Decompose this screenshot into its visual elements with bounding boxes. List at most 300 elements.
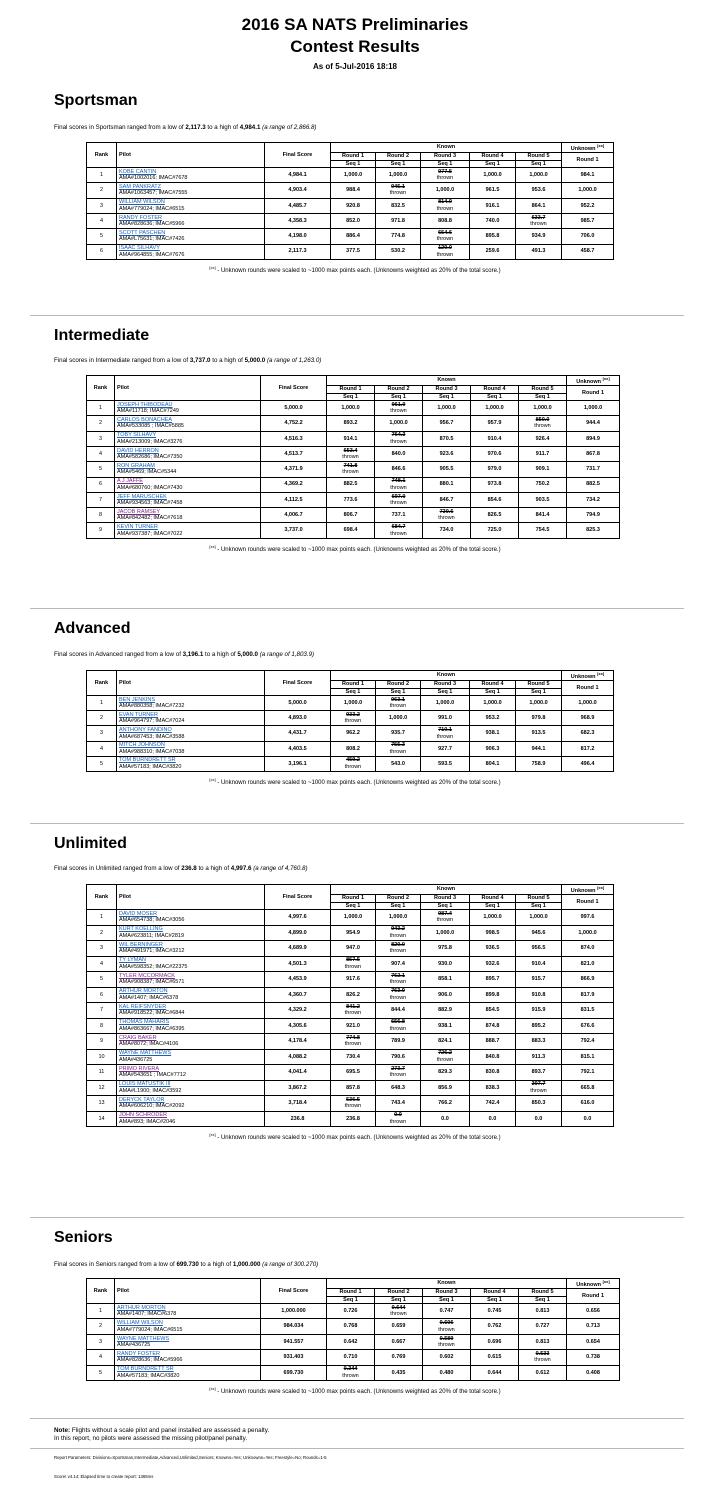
round-score-cell: 882.5 bbox=[327, 477, 375, 492]
rank-cell: 9 bbox=[87, 523, 115, 538]
final-score-header: Final Score bbox=[265, 671, 331, 696]
round-score-cell: 0.727 bbox=[519, 1319, 567, 1334]
unknown-scaling-footnote bbox=[0, 776, 710, 787]
pilot-name-link[interactable]: EVAN TURNER bbox=[119, 711, 158, 718]
unknown-score-cell: 0.408 bbox=[567, 1365, 620, 1380]
round-score-cell bbox=[421, 1049, 470, 1065]
round-score-cell: 1,000.0 bbox=[516, 696, 562, 711]
pilot-name-link[interactable]: TOM BURNDRETT SR bbox=[117, 1366, 174, 1373]
pilot-name-link[interactable]: A J JAFFE bbox=[117, 478, 143, 485]
results-table bbox=[86, 142, 614, 260]
round-score-cell: 846.7 bbox=[423, 492, 471, 507]
footnote-marker: [xx] bbox=[209, 544, 216, 549]
round-score-cell: 888.7 bbox=[470, 1034, 516, 1050]
notes-divider bbox=[30, 1418, 684, 1419]
score-range-summary bbox=[54, 651, 314, 659]
pilot-name-link[interactable]: TOM BURNDRETT SR bbox=[119, 757, 176, 764]
unknown-score-cell: 0.656 bbox=[567, 1304, 620, 1319]
round-score-cell: 858.1 bbox=[421, 972, 470, 988]
thrown-score: 0.0 bbox=[394, 1112, 402, 1119]
section-divider bbox=[30, 1217, 684, 1218]
round-score-cell: 826.2 bbox=[331, 987, 376, 1003]
table-row bbox=[87, 711, 614, 726]
thrown-score: 774.8 bbox=[346, 1034, 360, 1041]
unknown-score-cell: 794.9 bbox=[567, 508, 620, 523]
thrown-score: 0.344 bbox=[343, 1366, 358, 1373]
thrown-label: thrown bbox=[342, 1372, 359, 1379]
sequence-header: Seq 1 bbox=[375, 393, 423, 400]
pilot-membership-ids: AMA#908387; IMAC#6571 bbox=[119, 979, 185, 986]
pilot-cell bbox=[117, 696, 265, 711]
unknown-score-cell: 997.6 bbox=[562, 910, 614, 926]
pilot-name-link[interactable]: RANDY FOSTER bbox=[117, 1351, 160, 1357]
report-timestamp: As of 5-Jul-2016 18:18 bbox=[312, 62, 398, 71]
sequence-header: Seq 1 bbox=[375, 1296, 423, 1303]
unknown-round-1-header: Round 1 bbox=[567, 386, 620, 401]
final-score-cell: 4,485.7 bbox=[265, 198, 331, 213]
final-score-cell: 4,893.0 bbox=[265, 711, 331, 726]
round-score-cell: 1,000.0 bbox=[470, 696, 516, 711]
pilot-name-link[interactable]: RON GRAHAM bbox=[117, 462, 155, 469]
final-score-cell: 3,737.0 bbox=[261, 523, 327, 538]
round-score-cell bbox=[327, 1365, 375, 1380]
thrown-score: 961.0 bbox=[391, 401, 406, 408]
round-score-cell: 0.615 bbox=[471, 1350, 519, 1365]
thrown-score: 654.6 bbox=[438, 229, 452, 236]
note-line-1: Flights without a scale pilot and panel installed are assessed a penalty. bbox=[70, 1427, 270, 1434]
round-score-cell bbox=[375, 477, 423, 492]
round-score-cell: 0.667 bbox=[375, 1334, 423, 1349]
round-score-cell: 944.1 bbox=[516, 741, 562, 756]
thrown-score: 933.2 bbox=[346, 711, 360, 718]
round-score-cell: 695.5 bbox=[331, 1065, 376, 1081]
thrown-label: thrown bbox=[390, 499, 407, 506]
footnote-text: - Unknown rounds were scaled to ~1000 max points each. (Unknowns weighted as 20% of the total score.) bbox=[215, 780, 501, 786]
round-score-cell bbox=[331, 956, 376, 972]
unknown-round-1-header: Round 1 bbox=[567, 1289, 620, 1304]
pilot-membership-ids: AMA#11718; IMAC#7249 bbox=[117, 408, 179, 415]
unknown-header bbox=[567, 376, 620, 386]
sequence-header: Seq 1 bbox=[421, 160, 470, 167]
thrown-label: thrown bbox=[436, 205, 454, 212]
known-header: Known bbox=[331, 143, 562, 153]
round-score-cell: 491.3 bbox=[516, 244, 562, 259]
pilot-cell bbox=[115, 1319, 261, 1334]
pilot-membership-ids: AMA#687453; IMAC#3588 bbox=[119, 733, 185, 740]
pilot-name-link[interactable]: DAVID HERRON bbox=[117, 447, 159, 454]
pilot-name-link[interactable]: DERYCK TAYLOR bbox=[119, 1096, 165, 1103]
summary-low-score: 3,737.0 bbox=[189, 357, 211, 364]
round-3-header: Round 3 bbox=[423, 1289, 471, 1296]
pilot-name-link[interactable]: TYLER MCCORMACK bbox=[119, 972, 175, 979]
thrown-label: thrown bbox=[342, 469, 359, 476]
unknown-score-cell: 1,000.0 bbox=[562, 925, 614, 941]
round-score-cell: 832.5 bbox=[376, 198, 421, 213]
round-score-cell: 0.696 bbox=[471, 1334, 519, 1349]
section-divider bbox=[30, 608, 684, 609]
round-score-cell: 808.8 bbox=[421, 213, 470, 228]
thrown-label: thrown bbox=[342, 454, 359, 461]
pilot-name-link[interactable]: TY LYMAN bbox=[119, 957, 146, 964]
round-score-cell: 864.1 bbox=[516, 198, 562, 213]
division-title: Intermediate bbox=[54, 327, 150, 344]
round-score-cell: 905.5 bbox=[423, 462, 471, 477]
pilot-name-link[interactable]: KURT KOELLING bbox=[119, 926, 163, 933]
unknown-score-cell: 792.4 bbox=[562, 1034, 614, 1050]
round-score-cell bbox=[331, 1096, 376, 1112]
unknown-label: Unknown bbox=[576, 1281, 602, 1288]
table-row bbox=[87, 1003, 614, 1019]
unknown-score-cell: 1,000.0 bbox=[567, 401, 620, 416]
round-score-cell: 920.8 bbox=[331, 198, 376, 213]
round-score-cell: 593.5 bbox=[421, 756, 470, 771]
pilot-name-link[interactable]: DAVID MOSER bbox=[119, 910, 158, 917]
round-score-cell: 808.2 bbox=[331, 741, 376, 756]
table-row bbox=[87, 987, 614, 1003]
summary-prefix: Final scores in Advanced ranged from a low of bbox=[54, 651, 183, 658]
final-score-cell: 4,984.1 bbox=[265, 168, 331, 183]
rank-header: Rank bbox=[87, 143, 117, 168]
round-5-header: Round 5 bbox=[516, 153, 562, 160]
table-row bbox=[87, 244, 614, 259]
round-score-cell: 911.7 bbox=[519, 446, 567, 461]
summary-range: (a range of 2,866.8) bbox=[262, 124, 317, 131]
footnote-marker: [xx] bbox=[209, 777, 216, 782]
thrown-score: 656.8 bbox=[391, 1019, 405, 1026]
pilot-name-link[interactable]: JEFF MARUSCHEK bbox=[117, 493, 167, 500]
report-title-line1: 2016 SA NATS Preliminaries bbox=[241, 15, 469, 34]
sequence-header: Seq 1 bbox=[471, 393, 519, 400]
pilot-name-link[interactable]: JOSEPH THIBODEAU bbox=[117, 401, 173, 408]
pilot-cell bbox=[115, 508, 261, 523]
rank-cell: 10 bbox=[87, 1049, 117, 1065]
round-score-cell: 852.0 bbox=[331, 213, 376, 228]
round-score-cell: 1,000.0 bbox=[421, 925, 470, 941]
round-score-cell: 740.0 bbox=[470, 213, 516, 228]
pilot-cell bbox=[117, 1049, 265, 1065]
pilot-name-link[interactable]: THOMAS MAHARIS bbox=[119, 1019, 170, 1026]
pilot-name-link[interactable]: SAM PANKRATZ bbox=[119, 184, 161, 191]
table-row bbox=[87, 492, 620, 507]
round-1-header: Round 1 bbox=[327, 386, 375, 393]
thrown-label: thrown bbox=[389, 1025, 407, 1032]
round-4-header: Round 4 bbox=[471, 1289, 519, 1296]
round-score-cell: 962.2 bbox=[331, 726, 376, 741]
known-header: Known bbox=[327, 1279, 567, 1289]
pilot-membership-ids: AMA#842482; IMAC#7618 bbox=[117, 515, 183, 522]
unknown-score-cell: 1,000.0 bbox=[562, 183, 614, 198]
thrown-score: 943.2 bbox=[391, 926, 405, 933]
unknown-score-cell: 1,000.0 bbox=[562, 696, 614, 711]
pilot-name-link[interactable]: RANDY FOSTER bbox=[119, 214, 162, 221]
table-row bbox=[87, 696, 614, 711]
unknown-score-cell: 665.8 bbox=[562, 1080, 614, 1096]
footnote-text: - Unknown rounds were scaled to ~1000 max points each. (Unknowns weighted as 20% of the total score.) bbox=[215, 1389, 501, 1395]
table-row bbox=[87, 956, 614, 972]
final-score-cell: 4,198.0 bbox=[265, 229, 331, 244]
round-score-cell: 988.4 bbox=[331, 183, 376, 198]
pilot-name-link[interactable]: PRIMO RIVERA bbox=[119, 1065, 160, 1072]
rank-cell: 4 bbox=[87, 213, 117, 228]
division-title: Unlimited bbox=[54, 835, 127, 852]
pilot-cell bbox=[115, 492, 261, 507]
round-score-cell: 953.2 bbox=[470, 711, 516, 726]
pilot-name-link[interactable]: KOBE CANTIN bbox=[119, 168, 157, 175]
pilot-name-link[interactable]: WAYNE MATTHEWS bbox=[119, 1050, 172, 1057]
pilot-membership-ids: AMA#654738; IMAC#3056 bbox=[119, 917, 185, 924]
round-score-cell: 840.0 bbox=[375, 446, 423, 461]
thrown-score: 857.5 bbox=[346, 957, 360, 964]
round-2-header: Round 2 bbox=[375, 386, 423, 393]
pilot-name-link[interactable]: SCOTT PASCHEN bbox=[119, 229, 166, 236]
pilot-name-link[interactable]: JOHN SCHRODER bbox=[119, 1112, 167, 1119]
unknown-score-cell: 815.1 bbox=[562, 1049, 614, 1065]
pilot-name-link[interactable]: WILLIAM WILSON bbox=[117, 1320, 163, 1327]
table-row bbox=[87, 213, 614, 228]
round-score-cell bbox=[376, 1018, 421, 1034]
pilot-name-link[interactable]: KAL REIFSNYDER bbox=[119, 1003, 167, 1010]
rank-cell: 14 bbox=[87, 1111, 117, 1127]
unknown-scaling-footnote bbox=[0, 264, 710, 275]
unknown-score-cell: 952.2 bbox=[562, 198, 614, 213]
round-score-cell: 979.8 bbox=[516, 711, 562, 726]
summary-mid: to a high of bbox=[196, 865, 231, 872]
final-score-cell: 4,358.3 bbox=[265, 213, 331, 228]
table-row bbox=[87, 1018, 614, 1034]
round-score-cell: 998.5 bbox=[470, 925, 516, 941]
pilot-name-link[interactable]: BEN JENKINS bbox=[119, 696, 156, 703]
sequence-header: Seq 1 bbox=[376, 688, 421, 695]
round-score-cell: 930.0 bbox=[421, 956, 470, 972]
thrown-score: 536.5 bbox=[346, 1096, 360, 1103]
pilot-membership-ids: AMA#918522; IMAC#6844 bbox=[119, 1010, 185, 1017]
unknown-label: Unknown bbox=[570, 887, 596, 894]
round-score-cell: 530.2 bbox=[376, 244, 421, 259]
pilot-membership-ids: AMA#964797; IMAC#7024 bbox=[119, 718, 185, 725]
pilot-name-link[interactable]: WAYNE MATTHEWS bbox=[117, 1335, 170, 1342]
known-header: Known bbox=[331, 885, 562, 895]
rank-cell: 2 bbox=[87, 183, 117, 198]
thrown-label: thrown bbox=[390, 408, 407, 415]
pilot-name-link[interactable]: WILLIAM WILSON bbox=[119, 199, 165, 206]
table-row bbox=[87, 741, 614, 756]
round-score-cell: 0.747 bbox=[423, 1304, 471, 1319]
table-row bbox=[87, 1111, 614, 1127]
round-score-cell: 829.3 bbox=[421, 1065, 470, 1081]
round-score-cell: 936.5 bbox=[470, 941, 516, 957]
round-2-header: Round 2 bbox=[375, 1289, 423, 1296]
rank-cell: 2 bbox=[87, 416, 115, 431]
rank-header: Rank bbox=[87, 376, 115, 401]
unknown-score-cell: 496.4 bbox=[562, 756, 614, 771]
pilot-header: Pilot bbox=[115, 1279, 261, 1304]
round-4-header: Round 4 bbox=[470, 681, 516, 688]
round-score-cell bbox=[516, 213, 562, 228]
thrown-score: 0.589 bbox=[439, 1335, 454, 1342]
final-score-cell: 4,899.0 bbox=[265, 925, 331, 941]
rank-cell: 7 bbox=[87, 492, 115, 507]
round-score-cell bbox=[331, 1034, 376, 1050]
round-score-cell: 377.5 bbox=[331, 244, 376, 259]
round-score-cell: 906.3 bbox=[470, 741, 516, 756]
pilot-name-link[interactable]: CRAIG BAKER bbox=[119, 1034, 157, 1041]
thrown-label: thrown bbox=[436, 917, 454, 924]
round-score-cell: 870.5 bbox=[423, 431, 471, 446]
pilot-membership-ids: AMA#436725 bbox=[117, 1342, 151, 1349]
round-score-cell bbox=[421, 198, 470, 213]
thrown-score: 762.1 bbox=[391, 972, 405, 979]
table-row bbox=[87, 462, 620, 477]
penalty-note bbox=[54, 1427, 269, 1443]
round-score-cell bbox=[327, 462, 375, 477]
unknown-score-cell: 458.7 bbox=[562, 244, 614, 259]
round-2-header: Round 2 bbox=[376, 895, 421, 902]
round-score-cell: 0.644 bbox=[471, 1365, 519, 1380]
sequence-header: Seq 1 bbox=[516, 688, 562, 695]
pilot-name-link[interactable]: TOBY SILHAVY bbox=[117, 432, 157, 439]
round-3-header: Round 3 bbox=[421, 153, 470, 160]
thrown-score: 963.1 bbox=[391, 696, 405, 703]
final-score-cell: 4,369.2 bbox=[261, 477, 327, 492]
final-score-cell: 4,501.3 bbox=[265, 956, 331, 972]
round-score-cell: 1,000.0 bbox=[375, 416, 423, 431]
rank-cell: 8 bbox=[87, 1018, 117, 1034]
report-parameters: Report Parameters: Divisions=Sportsman,Intermediate,Advanced,Unlimited,Seniors; Knowns=Yes; Unknowns=Yes; Freestyle=No; Rounds=1-5 bbox=[54, 1455, 327, 1460]
round-score-cell bbox=[421, 910, 470, 926]
thrown-score: 684.7 bbox=[391, 524, 406, 531]
results-table bbox=[86, 375, 620, 539]
results-table bbox=[86, 884, 614, 1127]
sequence-header: Seq 1 bbox=[421, 902, 470, 909]
pilot-name-link[interactable]: MITCH JOHNSON bbox=[119, 742, 165, 749]
round-score-cell: 1,000.0 bbox=[331, 696, 376, 711]
round-score-cell: 734.0 bbox=[423, 523, 471, 538]
pilot-name-link[interactable]: ARTHUR MORTON bbox=[117, 1304, 166, 1311]
pilot-cell bbox=[117, 925, 265, 941]
report-title-line2: Contest Results bbox=[290, 37, 420, 56]
thrown-score: 987.4 bbox=[438, 910, 452, 917]
round-score-cell: 830.8 bbox=[470, 1065, 516, 1081]
pilot-membership-ids: AMA#880358; IMAC#7232 bbox=[119, 703, 185, 710]
round-score-cell: 906.0 bbox=[421, 987, 470, 1003]
pilot-membership-ids: AMA#893; IMAC#2046 bbox=[119, 1118, 176, 1125]
round-score-cell bbox=[376, 925, 421, 941]
unknown-score-cell: 0.738 bbox=[567, 1350, 620, 1365]
unknown-label: Unknown bbox=[570, 145, 596, 152]
pilot-name-link[interactable]: ISAAC SILHAVY bbox=[119, 245, 160, 252]
summary-low-score: 3,196.1 bbox=[182, 651, 204, 658]
thrown-label: thrown bbox=[530, 1087, 547, 1094]
final-score-cell: 1,000.000 bbox=[261, 1304, 327, 1319]
table-row bbox=[87, 1319, 620, 1334]
unknown-round-1-header: Round 1 bbox=[562, 153, 614, 168]
final-score-cell: 4,305.6 bbox=[265, 1018, 331, 1034]
table-row bbox=[87, 416, 620, 431]
round-score-cell: 1,000.0 bbox=[421, 696, 470, 711]
round-score-cell: 932.6 bbox=[470, 956, 516, 972]
round-score-cell: 730.4 bbox=[331, 1049, 376, 1065]
pilot-name-link[interactable]: LOUIS MATUSTIK III bbox=[119, 1081, 171, 1088]
round-score-cell: 0.659 bbox=[375, 1319, 423, 1334]
pilot-cell bbox=[115, 523, 261, 538]
round-score-cell: 1,000.0 bbox=[471, 401, 519, 416]
thrown-score: 633.7 bbox=[531, 214, 546, 221]
round-score-cell: 0.480 bbox=[423, 1365, 471, 1380]
thrown-label: thrown bbox=[438, 1326, 455, 1333]
pilot-membership-ids: AMA#57183; IMAC#3820 bbox=[117, 1372, 180, 1379]
thrown-score: 763.9 bbox=[391, 988, 405, 995]
final-score-cell: 4,178.4 bbox=[265, 1034, 331, 1050]
unknown-score-cell: 882.5 bbox=[567, 477, 620, 492]
table-row bbox=[87, 1365, 620, 1380]
final-score-cell: 4,453.9 bbox=[265, 972, 331, 988]
round-score-cell: 895.2 bbox=[516, 1018, 562, 1034]
unknown-score-cell: 944.4 bbox=[567, 416, 620, 431]
round-score-cell bbox=[519, 1350, 567, 1365]
thrown-label: thrown bbox=[436, 1056, 454, 1063]
rank-cell: 4 bbox=[87, 1350, 115, 1365]
round-score-cell: 0.813 bbox=[519, 1334, 567, 1349]
round-score-cell: 773.6 bbox=[327, 492, 375, 507]
final-score-cell: 3,718.4 bbox=[265, 1096, 331, 1112]
summary-mid: to a high of bbox=[203, 651, 238, 658]
round-score-cell: 854.6 bbox=[471, 492, 519, 507]
thrown-score: 0.606 bbox=[439, 1320, 454, 1327]
round-score-cell: 938.1 bbox=[421, 1018, 470, 1034]
thrown-label: thrown bbox=[344, 1103, 362, 1110]
thrown-score: 814.9 bbox=[438, 199, 452, 206]
pilot-membership-ids: AMA#1407; IMAC#6378 bbox=[117, 1311, 177, 1318]
round-5-header: Round 5 bbox=[516, 895, 562, 902]
pilot-cell bbox=[117, 956, 265, 972]
pilot-name-link[interactable]: WIL BERNINGER bbox=[119, 941, 163, 948]
summary-low-score: 236.8 bbox=[181, 865, 197, 872]
pilot-cell bbox=[117, 1018, 265, 1034]
pilot-membership-ids: AMA#598352; IMAC#22375 bbox=[119, 963, 188, 970]
pilot-name-link[interactable]: JACOB RAMSEY bbox=[117, 508, 161, 515]
final-score-cell: 4,088.2 bbox=[265, 1049, 331, 1065]
table-row bbox=[87, 941, 614, 957]
final-score-cell: 4,360.7 bbox=[265, 987, 331, 1003]
round-score-cell bbox=[331, 711, 376, 726]
pilot-cell bbox=[117, 972, 265, 988]
round-score-cell: 0.745 bbox=[471, 1304, 519, 1319]
round-score-cell: 841.4 bbox=[519, 508, 567, 523]
pilot-name-link[interactable]: KEVIN TURNER bbox=[117, 524, 158, 531]
round-score-cell: 838.3 bbox=[470, 1080, 516, 1096]
sequence-header: Seq 1 bbox=[423, 1296, 471, 1303]
rank-cell: 1 bbox=[87, 1304, 115, 1319]
thrown-score: 697.0 bbox=[391, 493, 406, 500]
summary-prefix: Final scores in Sportsman ranged from a low of bbox=[54, 124, 186, 131]
unknown-score-cell: 984.1 bbox=[562, 168, 614, 183]
final-score-cell: 941.557 bbox=[261, 1334, 327, 1349]
thrown-label: thrown bbox=[344, 1010, 362, 1017]
pilot-name-link[interactable]: ANTHONY FANDINO bbox=[119, 727, 172, 734]
table-row bbox=[87, 910, 614, 926]
round-score-cell bbox=[423, 1334, 471, 1349]
thrown-label: thrown bbox=[344, 763, 362, 770]
round-score-cell bbox=[331, 756, 376, 771]
thrown-label: thrown bbox=[389, 1072, 407, 1079]
pilot-membership-ids: AMA#623811; IMAC#2819 bbox=[119, 932, 185, 939]
round-score-cell: 874.8 bbox=[470, 1018, 516, 1034]
round-score-cell bbox=[376, 941, 421, 957]
pilot-name-link[interactable]: CARLOS BONACHEA bbox=[117, 417, 173, 424]
pilot-name-link[interactable]: ARTHUR MORTON bbox=[119, 988, 168, 995]
thrown-label: thrown bbox=[390, 1311, 407, 1318]
round-score-cell: 895.8 bbox=[470, 229, 516, 244]
